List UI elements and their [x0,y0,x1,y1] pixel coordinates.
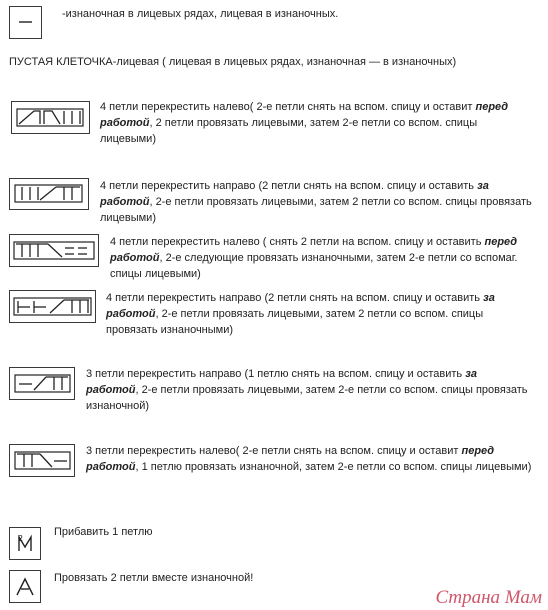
cable-3-left-description: 3 петли перекрестить налево( 2-е петли снять на вспом. спицу и оставит перед работой, 1 петлю провязать изнаночной, затем 2-е петли со вспом. спицы лицевыми) [86,445,532,473]
cable-4-left-knit-description: 4 петли перекрестить налево( 2-е петли снять на вспом. спицу и оставит перед работой, 2 петли провязать лицевыми, затем 2-е петли со вспом. спицы лицевыми) [100,101,509,145]
purl-two-together-icon [9,570,41,603]
cable-4-right-knit-icon [9,178,89,210]
cable-4-right-knit-description: 4 петли перекрестить направо (2 петли снять на вспом. спицу и оставить за работой, 2-е петли провязать лицевыми, затем 2 петли со вспом. спицы провязать лицевыми) [100,180,532,224]
purl-description: -изнаночная в лицевых рядах, лицевая в изнаночных. [62,8,339,20]
svg-text:2: 2 [18,534,24,543]
cable-4-left-purl-description: 4 петли перекрестить налево ( снять 2 петли на вспом. спицу и оставить перед работой, 2-е следующие провязать изнаночными, затем 2-е петли со вспомаг. спицы лицевыми) [110,236,518,280]
empty-cell-heading: ПУСТАЯ КЛЕТОЧКА-лицевая ( лицевая в лицевых рядах, изнаночная — в изнаночных) [9,56,457,68]
cable-4-left-knit-icon [11,101,90,134]
cable-4-right-purl-description: 4 петли перекрестить направо (2 петли снять на вспом. спицу и оставить за работой, 2-е петли провязать лицевыми, затем 2 петли со вспом. спицы провязать изнаночными) [106,292,495,336]
purl-symbol-icon [9,6,42,39]
cable-4-left-purl-icon [9,234,99,267]
cable-3-right-description: 3 петли перекрестить направо (1 петлю снять на вспом. спицу и оставить за работой, 2-е петли провязать лицевыми, затем 2-е петли со вспом. спицы провязать изнаночной) [86,368,528,412]
increase-stitch-icon [9,527,41,560]
cable-4-right-purl-icon [9,290,96,323]
increase-description: Прибавить 1 петлю [54,526,153,538]
cable-3-right-icon [9,367,75,400]
cable-3-left-icon [9,444,75,477]
site-watermark: Страна Мам [435,587,542,608]
decrease-description: Провязать 2 петли вместе изнаночной! [54,572,254,584]
